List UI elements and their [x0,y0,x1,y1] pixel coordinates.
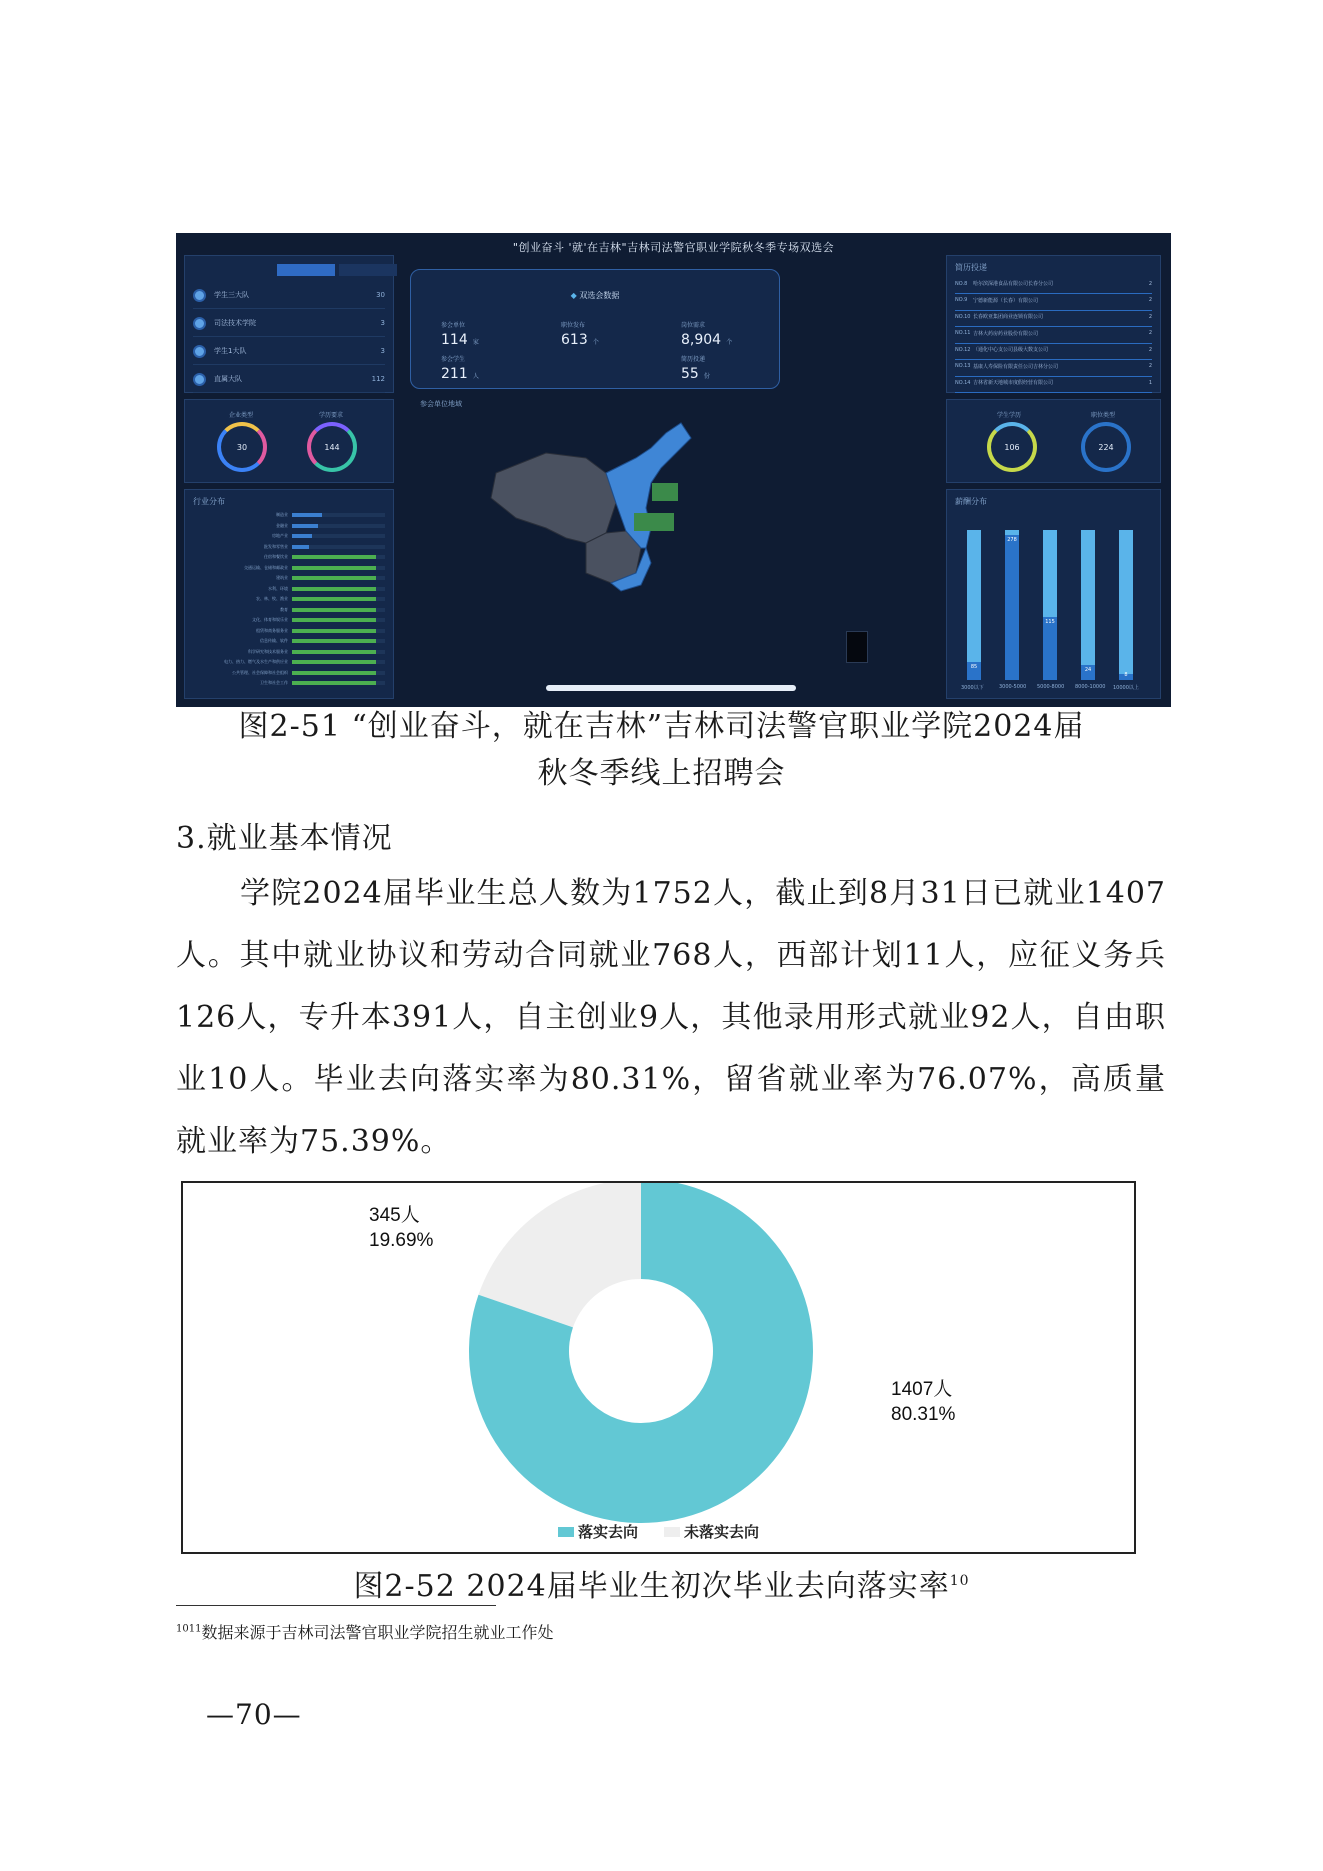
industry-bar [292,524,385,528]
data-label-placed: 1407人 80.31% [891,1379,956,1425]
industry-bar-fill [292,650,376,654]
page-number: —70— [206,1698,302,1731]
industry-row [193,617,385,623]
map-thumbnail [846,631,868,663]
ranking-number: NO.10 [955,313,971,320]
ring-label: 职位类型 [1091,412,1116,419]
stat-participants: 参会单位 114 家 [441,322,479,348]
figure2-caption [0,1558,1323,1610]
industry-bar-fill [292,629,376,633]
industry-name: 房地产业 [272,533,288,538]
industry-name: 建筑业 [276,575,288,580]
figure2-caption-text: 图2-52 2024届毕业生初次毕业去向落实率 [353,1569,950,1604]
salary-bar [1081,530,1095,680]
industry-bar [292,513,385,517]
industry-bar-fill [292,524,318,528]
map-tag [652,483,678,501]
body-paragraph: 学院2024届毕业生总人数为1752人，截止到8月31日已就业1407人。其中就业协议和劳动合同就业768人，西部计划11人，应征义务兵126人，专升本391人，自主创业9人，其他录用形式就业92人，自由职业10人。毕业去向落实率为80.31%，留省就业率为76.07%，高质量就业率为75.39%。 [176,876,1166,1159]
ranking-company: 宁德新能源（长春）有限公司 [973,297,1039,304]
industry-bar [292,681,385,685]
industry-bar [292,566,385,570]
ring-label: 学生学历 [997,412,1022,419]
ranking-company: 吉林省新天地城市度假经营有限公司 [973,380,1054,386]
ranking-number: NO.12 [955,346,971,353]
industry-row [193,554,385,560]
ring-chart [217,422,267,472]
industry-name: 租赁和商务服务业 [256,627,288,633]
ranking-company: 基康人寿保险有限责任公司吉林分公司 [973,363,1059,370]
stat-students: 参会学生 211 人 [441,356,479,382]
ranking-company: （通化中心支公司县级大数支公司 [973,347,1049,353]
ranking-number: NO.14 [955,379,971,386]
salary-bar-label: 5000-8000 [1037,684,1065,690]
footnote-rule [176,1605,496,1606]
industry-row [193,638,385,644]
industry-row [193,523,385,529]
salary-bar-label: 3000以下 [961,685,984,691]
dashboard-screenshot [176,233,1171,707]
industry-row [193,670,385,676]
chart-legend [183,1521,1134,1542]
salary-bar-value: 278 [1007,536,1017,543]
team-name: 学生1大队 [214,347,247,355]
map-title: 参会单位地域 [420,400,462,408]
industry-bar-fill [292,545,309,549]
salary-bar-value: 85 [970,664,978,670]
ring-value: 106 [1004,442,1020,452]
legend-label: 未落实去向 [684,1524,760,1541]
industry-bar [292,608,385,612]
industry-bar [292,597,385,601]
industry-name: 文化、体育和娱乐业 [252,617,288,622]
industry-row [193,680,385,686]
industry-row [193,575,385,581]
team-value: 3 [380,347,385,355]
ranking-number: NO.9 [955,297,968,303]
industry-bar-fill [292,513,322,517]
footnote-mark: 1011 [176,1623,202,1635]
section-heading: 3.就业基本情况 [176,821,393,856]
team-name: 学生三大队 [214,291,249,299]
industry-name: 金融业 [276,522,288,528]
salary-bar-value: 24 [1084,667,1092,673]
team-row [193,310,385,337]
industry-bar-fill [292,618,376,622]
industry-name: 水利、环境 [268,585,288,591]
industry-row [193,586,385,592]
stats-icon: ◆ [570,291,577,300]
tab-1[interactable] [277,264,335,276]
stat-resumes: 简历投递 55 份 [681,356,710,382]
salary-bar [1119,530,1133,680]
team-row [193,282,385,309]
industry-bar-fill [292,587,376,591]
footnote-text: 数据来源于吉林司法警官职业学院招生就业工作处 [201,1623,554,1642]
scrollbar[interactable] [546,685,796,691]
rings-right-panel [946,399,1161,483]
ranking-value: 2 [1148,363,1152,369]
ranking-value: 2 [1148,330,1152,336]
industry-bar-fill [292,681,376,685]
ring-value: 224 [1098,442,1114,452]
ranking-value: 2 [1148,313,1152,320]
team-row [193,338,385,365]
salary-bar [1005,530,1019,680]
donut-chart-box [181,1181,1136,1554]
industry-name: 科学研究和技术服务业 [248,648,288,654]
ring-value: 30 [236,442,248,452]
salary-bar-label: 8000-10000 [1075,684,1106,690]
ranking-company: 长春欧亚集团商业连锁有限公司 [973,314,1044,320]
salary-panel [946,489,1161,699]
ranking-value: 2 [1148,346,1152,353]
team-dot-icon [193,345,206,358]
footnote [176,1620,553,1643]
ring-value: 144 [324,442,340,452]
industry-bar-fill [292,671,376,675]
data-label-unplaced: 345人 19.69% [369,1205,434,1251]
salary-bar [1043,530,1057,680]
ranking-number: NO.11 [955,330,971,336]
industry-row [193,659,385,665]
industry-row [193,596,385,602]
industry-bar [292,671,385,675]
legend-item-unplaced [664,1521,759,1542]
industry-row [193,512,385,518]
team-dot-icon [193,373,206,386]
industry-bar [292,618,385,622]
team-name: 直属大队 [214,375,242,383]
industry-bar-fill [292,639,376,643]
industry-bar [292,534,385,538]
team-tabs [277,264,397,276]
donut-chart [183,1183,1134,1552]
industry-bar [292,545,385,549]
rings-left-panel [184,399,394,483]
industry-bar-fill [292,608,376,612]
stats-panel [410,269,780,389]
industry-bar [292,629,385,633]
team-value: 30 [376,291,385,299]
stat-positions: 职位发布 613 个 [561,322,599,348]
industry-bar-fill [292,555,376,559]
map-west [491,453,616,543]
salary-bar-segment [1005,535,1019,681]
team-dot-icon [193,289,206,302]
legend-swatch [558,1527,574,1537]
salary-bar-value: 8 [1124,672,1128,678]
industry-title: 行业分布 [193,497,225,506]
ranking-value: 1 [1148,379,1152,386]
figure1-caption [0,703,1323,797]
ranking-company: 哈尔滨深港食品有限公司长春分公司 [973,281,1054,287]
salary-bar-value: 115 [1045,619,1055,625]
industry-bar-fill [292,534,312,538]
ranking-company: 吉林大药房药业股份有限公司 [973,330,1039,337]
industry-name: 电力、热力、燃气及水生产和供应业 [224,659,288,664]
team-dot-icon [193,317,206,330]
stats-title: 双选会数据 [579,291,620,300]
ring-chart [1081,422,1131,472]
industry-bar [292,576,385,580]
ring-chart [307,422,357,472]
industry-name: 交通运输、仓储和邮政业 [244,564,288,570]
industry-name: 农、林、牧、渔业 [256,596,288,601]
ranking-row [955,373,1152,393]
footnote-ref: 10 [949,1573,970,1589]
legend-swatch [664,1527,680,1537]
industry-row [193,533,385,539]
industry-name: 卫生和社会工作 [260,680,288,685]
industry-bar-fill [292,566,376,570]
industry-bar [292,660,385,664]
salary-bar [967,530,981,680]
industry-row [193,628,385,634]
salary-bar-segment [1043,617,1057,680]
industry-name: 信息传输、软件 [260,638,288,643]
team-panel [184,255,394,393]
industry-row [193,565,385,571]
map-tag [634,513,674,531]
dashboard-title: "创业奋斗 '就'在吉林"吉林司法警官职业学院秋冬季专场双选会 [512,241,835,254]
salary-title: 薪酬分布 [955,497,987,506]
salary-bar-label: 3000-5000 [999,684,1027,690]
industry-bar-fill [292,576,376,580]
china-map [476,413,736,603]
team-value: 3 [380,319,385,327]
industry-name: 制造业 [276,512,288,517]
legend-item-placed [558,1521,638,1542]
industry-name: 批发和零售业 [264,543,288,549]
ring-chart [987,422,1037,472]
ring-label: 学历要求 [319,412,344,419]
industry-row [193,544,385,550]
industry-panel [184,489,394,699]
figure1-caption-line2: 秋冬季线上招聘会 [537,756,786,791]
industry-bar [292,555,385,559]
industry-bar [292,650,385,654]
industry-bar [292,639,385,643]
legend-label: 落实去向 [577,1524,638,1541]
ranking-title: 简历投递 [955,263,987,272]
ranking-panel [946,255,1161,393]
ranking-number: NO.13 [955,363,971,369]
stat-demand: 岗位需求 8,904 个 [681,322,733,348]
industry-row [193,607,385,613]
team-row [193,366,385,393]
team-name: 司法技术学院 [214,319,256,327]
figure1-caption-line1: 图2-51 “创业奋斗，就在吉林”吉林司法警官职业学院2024届 [238,709,1085,744]
ranking-value: 2 [1148,280,1152,287]
ranking-value: 2 [1148,297,1152,303]
team-value: 112 [371,375,385,383]
industry-name: 公共管理、社会保障和社会组织 [232,669,288,675]
tab-2[interactable] [339,264,397,276]
industry-bar-fill [292,660,376,664]
industry-bar-fill [292,597,376,601]
ring-label: 企业类型 [229,412,254,419]
ranking-number: NO.8 [955,280,968,287]
industry-row [193,649,385,655]
industry-name: 教育 [280,606,288,612]
industry-bar [292,587,385,591]
salary-bar-label: 10000以上 [1113,685,1139,691]
industry-name: 住宿和餐饮业 [264,554,288,559]
